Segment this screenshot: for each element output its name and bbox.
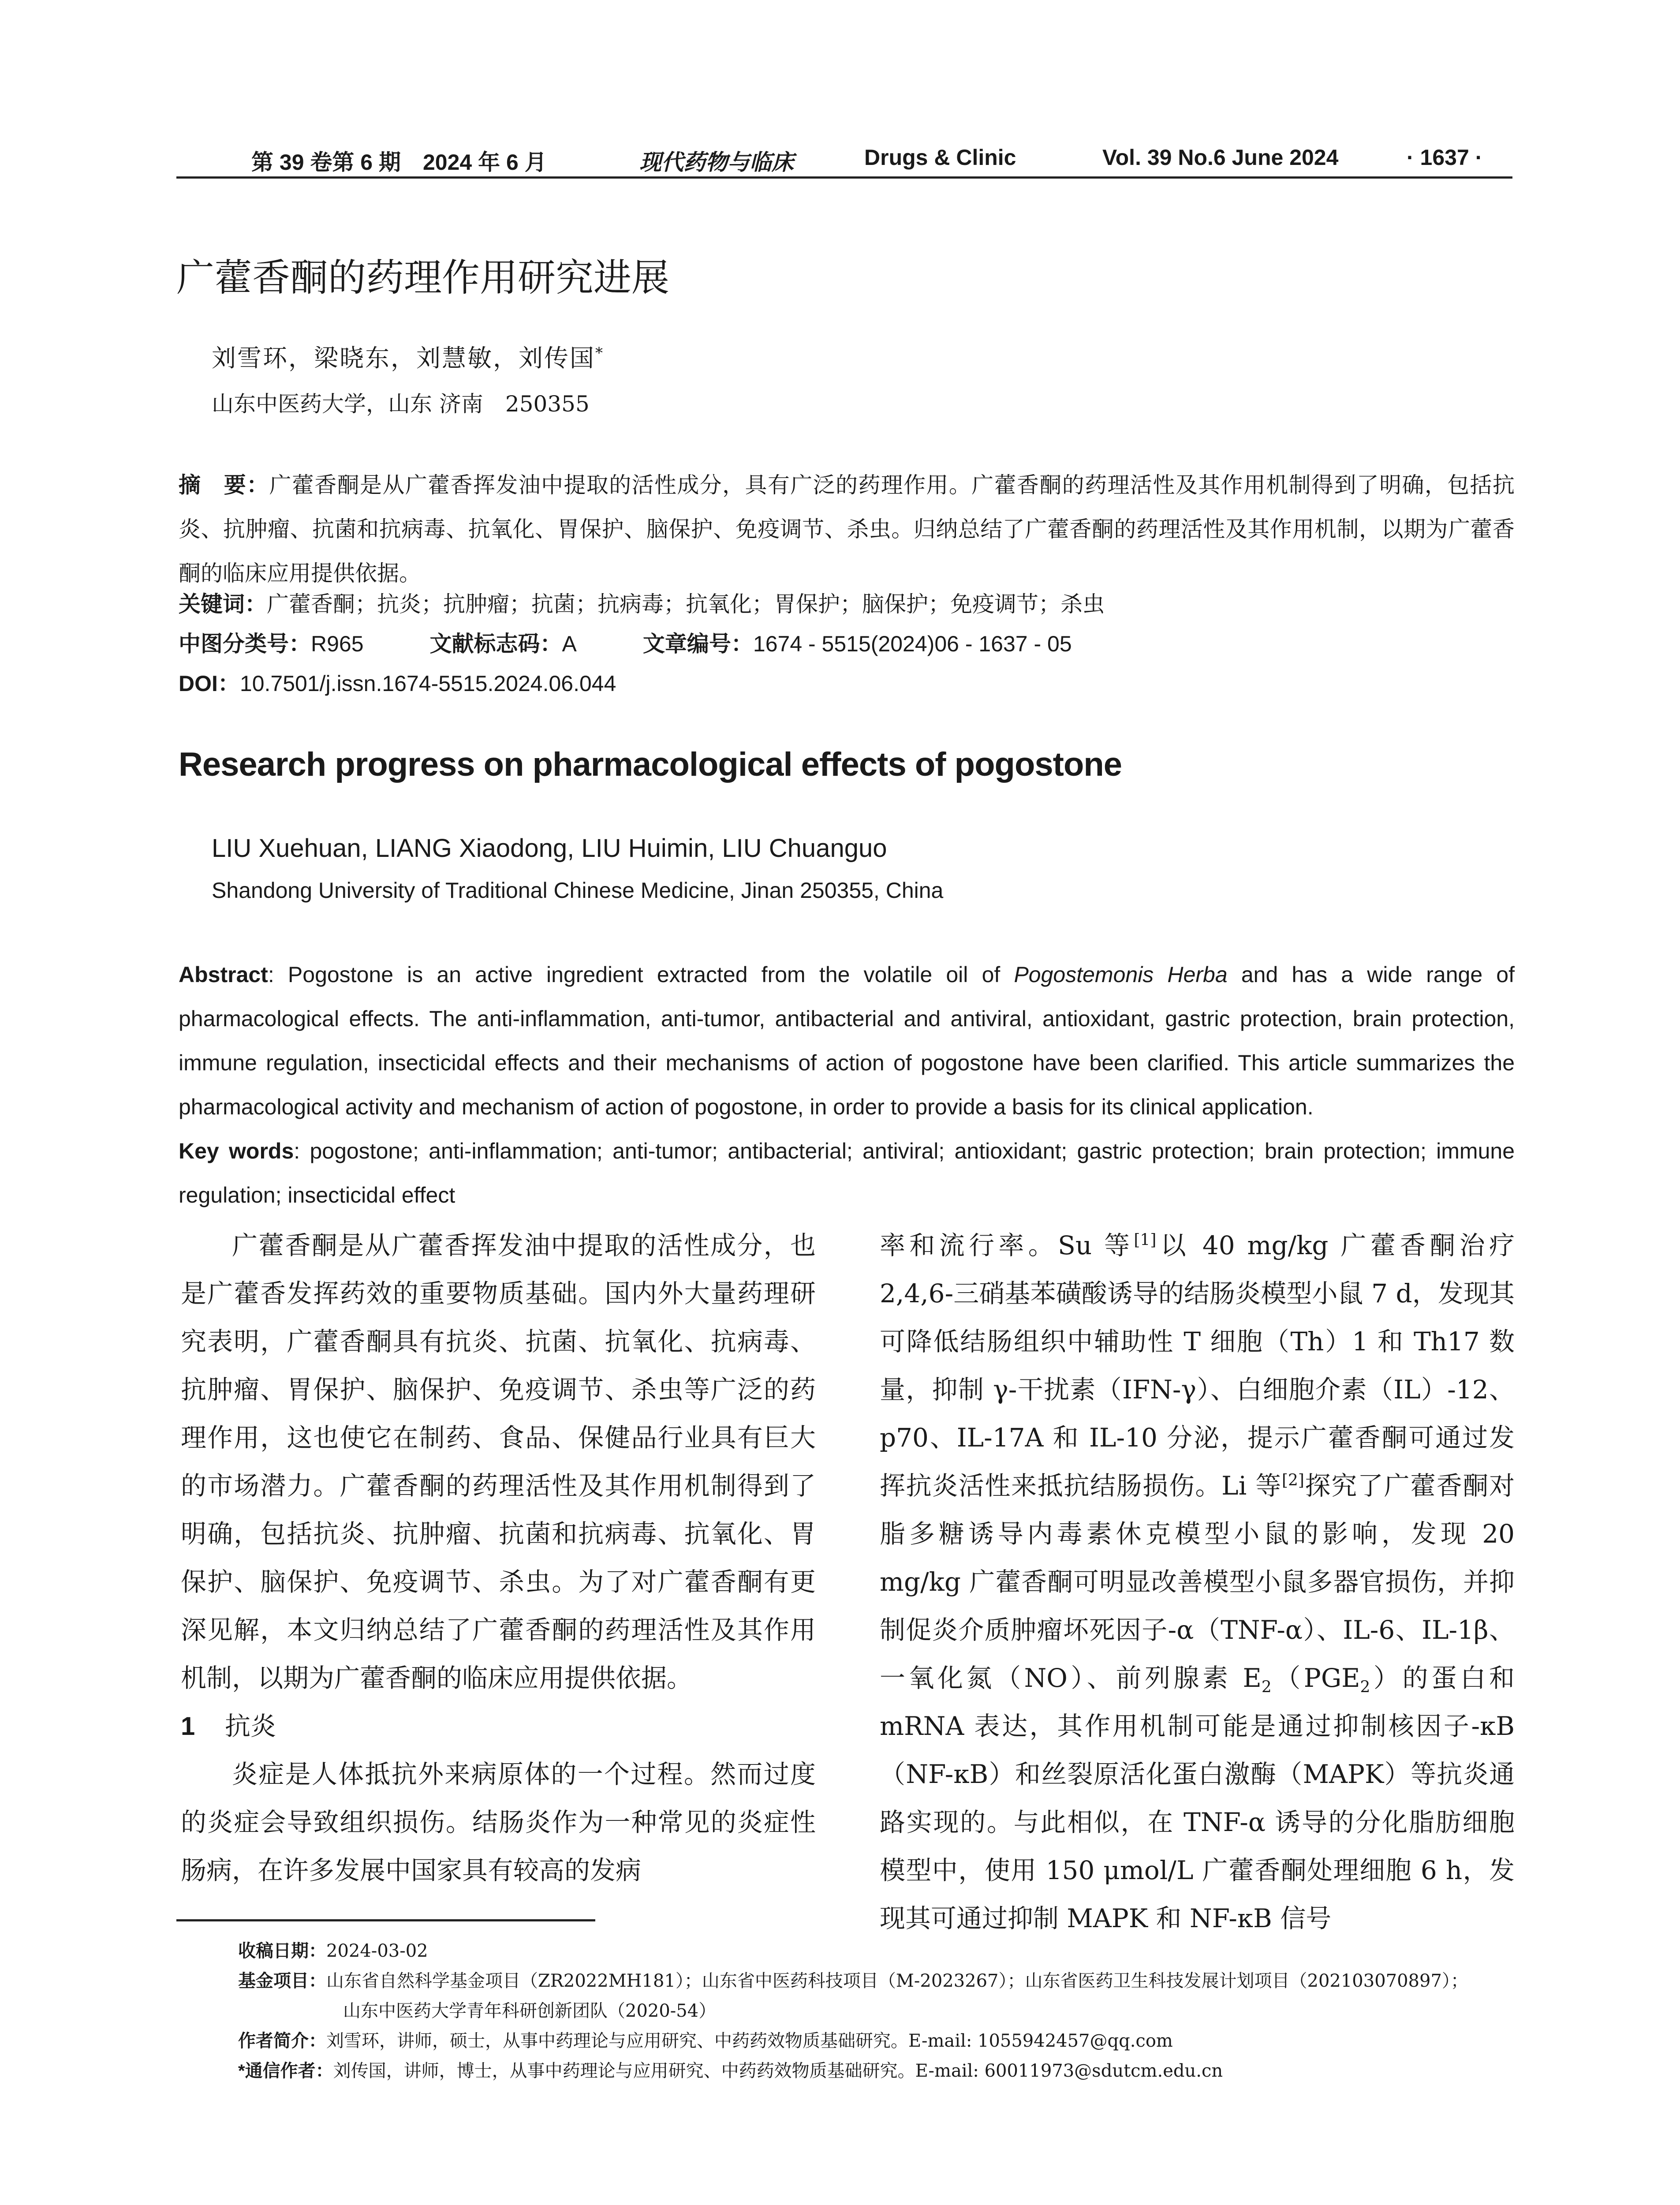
section-1-number: 1	[181, 1712, 195, 1741]
abstract-en-label: Abstract	[179, 962, 268, 987]
abstract-en-paragraph	[179, 953, 1515, 1129]
authors-en: LIU Xuehuan, LIANG Xiaodong, LIU Huimin, LIU Chuanguo	[212, 834, 887, 863]
section-1-paragraph-start: 炎症是人体抵抗外来病原体的一个过程。然而过度的炎症会导致组织损伤。结肠炎作为一种常见的炎症性肠病，在许多发展中国家具有较高的发病	[181, 1759, 816, 1885]
citation-ref-2[interactable]: [2]	[1281, 1471, 1304, 1490]
footnote-text: 刘雪环，讲师，硕士，从事中药理论与应用研究、中药药效物质基础研究。E-mail: 1055942457@qq.com	[326, 2031, 1173, 2051]
abstract-en-pre: : Pogostone is an active ingredient extracted from the volatile oil of	[268, 962, 1014, 987]
header-page-number: · 1637 ·	[1407, 145, 1483, 170]
footnote-label: 基金项目：	[238, 1971, 326, 1991]
corresponding-mark: *	[595, 344, 605, 362]
header-journal-en: Drugs & Clinic	[864, 145, 1016, 170]
keywords-en-label: Key words	[179, 1139, 294, 1163]
footnote-divider	[176, 1919, 595, 1921]
intro-paragraph: 广藿香酮是从广藿香挥发油中提取的活性成分，也是广藿香发挥药效的重要物质基础。国内外大量药理研究表明，广藿香酮具有抗炎、抗菌、抗氧化、抗病毒、抗肿瘤、胃保护、脑保护、免疫调节、杀虫等广泛的药理作用，这也使它在制药、食品、保健品行业具有巨大的市场潜力。广藿香酮的药理活性及其作用机制得到了明确，包括抗炎、抗肿瘤、抗菌和抗病毒、抗氧化、胃保护、脑保护、免疫调节、杀虫。为了对广藿香酮有更深见解，本文归纳总结了广藿香酮的药理活性及其作用机制，以期为广藿香酮的临床应用提供依据。	[181, 1230, 816, 1693]
header-journal-cn: 现代药物与临床	[639, 149, 794, 175]
clc-value: R965	[311, 632, 364, 656]
footnote-label: 作者简介：	[238, 2031, 326, 2051]
affiliation-cn: 山东中医药大学，山东 济南 250355	[212, 391, 590, 417]
subscript: 2	[1360, 1678, 1370, 1697]
authors-cn	[212, 339, 604, 374]
clc-label: 中图分类号：	[179, 632, 311, 656]
section-heading-1	[181, 1702, 816, 1750]
article-title-en: Research progress on pharmacological effects of pogostone	[179, 746, 1122, 783]
doi-line	[179, 666, 616, 698]
doi-label: DOI：	[179, 671, 240, 696]
footnotes	[238, 1936, 1517, 2086]
body-column-left	[181, 1222, 816, 1895]
text-run: 率和流行率。Su 等	[880, 1230, 1134, 1260]
doc-code-value: A	[562, 632, 577, 656]
keywords-cn-label: 关键词：	[179, 592, 267, 617]
subscript: 2	[1261, 1678, 1272, 1697]
footnote-text: 山东省自然科学基金项目（ZR2022MH181）；山东省中医药科技项目（M-2023267）；山东省医药卫生科技发展计划项目（202103070897）；	[326, 1971, 1468, 1991]
keywords-cn	[179, 587, 1105, 618]
abstract-en-italic: Pogostemonis Herba	[1014, 962, 1228, 987]
article-no-label: 文章编号：	[642, 632, 753, 656]
doi-link[interactable]: 10.7501/j.issn.1674-5515.2024.06.044	[239, 671, 616, 696]
text-run: （PGE	[1271, 1663, 1360, 1693]
text-run: 探究了广藿香酮对脂多糖诱导内毒素休克模型小鼠的影响，发现 20 mg/kg 广藿香酮可明显改善模型小鼠多器官损伤，并抑制促炎介质肿瘤坏死因子-α（TNF-α）、IL-6、IL-1β、一氧化氮（NO）、前列腺素 E	[880, 1471, 1515, 1693]
affiliation-en: Shandong University of Traditional Chinese Medicine, Jinan 250355, China	[212, 878, 944, 903]
abstract-cn	[179, 463, 1515, 595]
article-title-cn: 广藿香酮的药理作用研究进展	[176, 257, 669, 299]
abstract-cn-text: 广藿香酮是从广藿香挥发油中提取的活性成分，具有广泛的药理作用。广藿香酮的药理活性及其作用机制得到了明确，包括抗炎、抗肿瘤、抗菌和抗病毒、抗氧化、胃保护、脑保护、免疫调节、杀虫。归纳总结了广藿香酮的药理活性及其作用机制，以期为广藿香酮的临床应用提供依据。	[179, 472, 1515, 586]
section-1-title: 抗炎	[225, 1711, 276, 1741]
running-header	[176, 141, 1512, 179]
header-volume-en: Vol. 39 No.6 June 2024	[1102, 145, 1339, 170]
abstract-en-post: and has a wide range of pharmacological effects. The anti-inflammation, anti-tumor, antibacterial and antiviral, antioxidant, gastric protection, brain protection, immune regulation, insecticidal effects and their mechanisms of action of pogostone have been clarified. This article summarizes the pharmacological activity and mechanism of action of pogostone, in order to provide a basis for its clinical application.	[179, 962, 1515, 1119]
classification-line	[179, 626, 1072, 658]
abstract-cn-label: 摘 要：	[179, 473, 269, 497]
doc-code-label: 文献标志码：	[429, 632, 562, 656]
keywords-en	[179, 1129, 1515, 1217]
footnote-text: 2024-03-02	[326, 1941, 428, 1961]
footnote-text: 刘传国，讲师，博士，从事中药理论与应用研究、中药药效物质基础研究。E-mail: 60011973@sdutcm.edu.cn	[333, 2061, 1223, 2081]
abstract-en	[179, 953, 1515, 1217]
body-column-right	[880, 1222, 1515, 1943]
footnote-fund	[238, 1966, 1517, 1996]
keywords-en-text: : pogostone; anti-inflammation; anti-tumor; antibacterial; antiviral; antioxidant; gastric protection; brain protection; immune regulation; insecticidal effect	[179, 1139, 1515, 1207]
text-run: ）的蛋白和 mRNA 表达，其作用机制可能是通过抑制核因子-κB（NF-κB）和丝裂原活化蛋白激酶（MAPK）等抗炎通路实现的。与此相似，在 TNF-α 诱导的分化脂肪细胞模型中，使用 150 μmol/L 广藿香酮处理细胞 6 h，发现其可通过抑制 MAPK 和 NF-κB 信号	[880, 1663, 1515, 1933]
footnote-label: *通信作者：	[238, 2061, 333, 2081]
section-1-paragraph-cont	[880, 1222, 1515, 1943]
keywords-cn-text: 广藿香酮；抗炎；抗肿瘤；抗菌；抗病毒；抗氧化；胃保护；脑保护；免疫调节；杀虫	[267, 591, 1105, 617]
header-volume-cn: 第 39 卷第 6 期 2024 年 6 月	[251, 150, 547, 175]
footnote-received	[238, 1936, 1517, 1966]
citation-ref-1[interactable]: [1]	[1134, 1231, 1157, 1249]
footnote-label: 收稿日期：	[238, 1941, 326, 1961]
article-no-value: 1674 - 5515(2024)06 - 1637 - 05	[753, 632, 1072, 656]
text-run: 以 40 mg/kg 广藿香酮治疗 2,4,6-三硝基苯磺酸诱导的结肠炎模型小鼠 7 d，发现其可降低结肠组织中辅助性 T 细胞（Th）1 和 Th17 数量，抑制 γ-干扰素（IFN-γ）、白细胞介素（IL）-12、p70、IL-17A 和 IL-10 分泌，提示广藿香酮可通过发挥抗炎活性来抵抗结肠损伤。Li 等	[880, 1230, 1515, 1501]
footnote-fund-cont: 山东中医药大学青年科研创新团队（2020-54）	[343, 2001, 717, 2021]
footnote-corresponding	[238, 2056, 1517, 2086]
authors-cn-names: 刘雪环，梁晓东，刘慧敏，刘传国	[212, 344, 596, 372]
footnote-author	[238, 2026, 1517, 2056]
